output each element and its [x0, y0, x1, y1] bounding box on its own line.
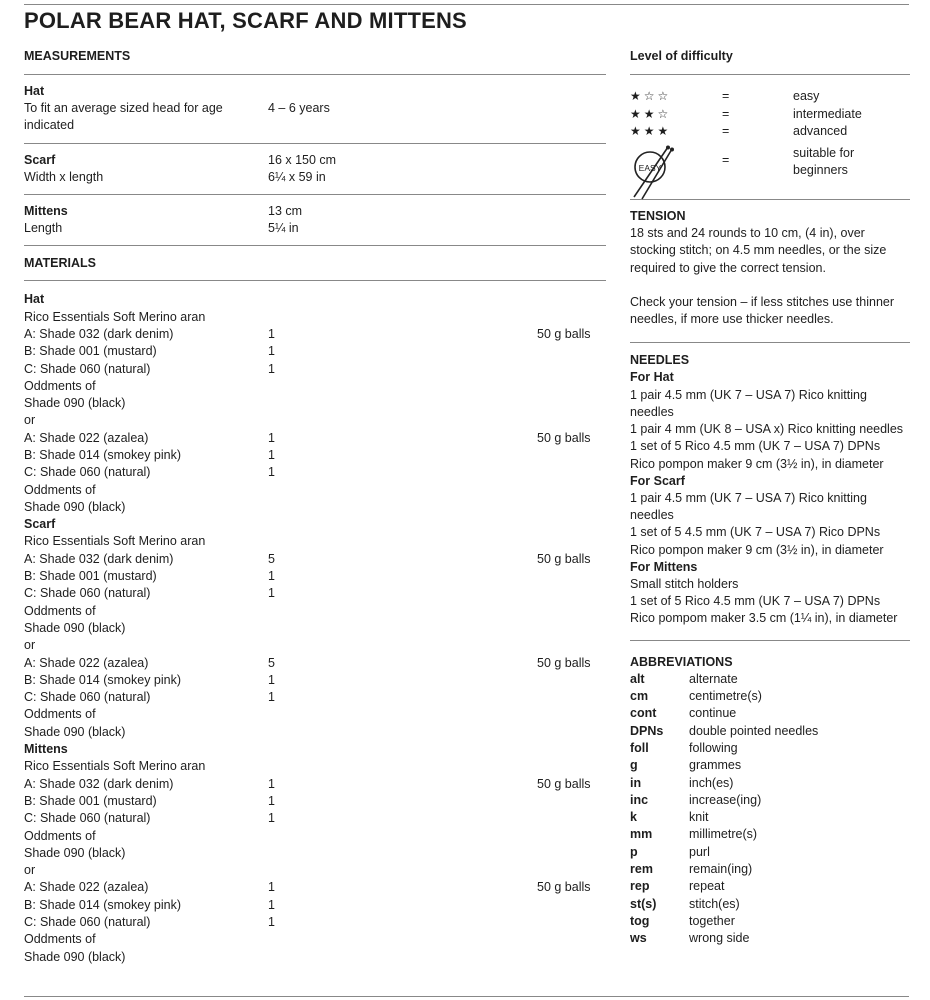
abbreviation-row	[630, 913, 910, 930]
needles-subheading: For Hat	[630, 370, 674, 385]
measurement-hat	[24, 75, 606, 143]
needle-line: 1 set of 5 4.5 mm (UK 7 – USA 7) Rico DPNs	[630, 525, 881, 540]
material-row	[24, 862, 606, 879]
material-item: Rico Essentials Soft Merino aran	[24, 534, 206, 549]
material-row	[24, 914, 606, 931]
needles-subheading: For Scarf	[630, 473, 685, 488]
measurement-value: 5¼ in	[268, 221, 299, 236]
tension-line: 18 sts and 24 rounds to 10 cm, (4 in), over	[630, 226, 865, 241]
tension-text	[630, 225, 910, 328]
abbreviation-row	[630, 896, 910, 913]
needle-line: 1 pair 4 mm (UK 8 – USA x) Rico knitting needles	[630, 422, 904, 437]
material-row	[24, 568, 606, 585]
material-row	[24, 810, 606, 827]
abbreviations-heading: ABBREVIATIONS	[630, 654, 733, 669]
abbreviation-term: cm	[630, 689, 649, 704]
abbreviation-term: DPNs	[630, 723, 664, 738]
easy-knitting-badge-icon	[628, 145, 678, 205]
abbreviation-meaning: grammes	[689, 758, 742, 773]
material-quantity: 1	[268, 430, 275, 445]
abbreviation-term: rep	[630, 879, 650, 894]
material-row	[24, 395, 606, 412]
material-item: Oddments of	[24, 707, 96, 722]
material-row	[24, 430, 606, 447]
material-item: Rico Essentials Soft Merino aran	[24, 309, 206, 324]
tension-line: Check your tension – if less stitches use thinner	[630, 294, 895, 309]
material-quantity: 1	[268, 465, 275, 480]
material-quantity: 1	[268, 880, 275, 895]
material-quantity: 1	[268, 776, 275, 791]
material-item: B: Shade 001 (mustard)	[24, 569, 157, 584]
material-item: C: Shade 060 (natural)	[24, 690, 151, 705]
measurement-value: 13 cm	[268, 203, 303, 218]
material-item: Shade 090 (black)	[24, 949, 126, 964]
needle-line: Rico pompom maker 3.5 cm (1¼ in), in diameter	[630, 611, 898, 626]
material-quantity: 1	[268, 811, 275, 826]
measurement-name: Mittens	[24, 203, 68, 218]
measurement-row	[24, 100, 606, 117]
needles-heading: NEEDLES	[630, 353, 690, 368]
abbreviation-row	[630, 878, 910, 895]
measurement-value: 16 x 150 cm	[268, 152, 337, 167]
abbreviation-meaning: double pointed needles	[689, 723, 819, 738]
material-row	[24, 343, 606, 360]
needles-subheading: For Mittens	[630, 559, 698, 574]
needles-list	[630, 369, 910, 627]
material-item: Shade 090 (black)	[24, 724, 126, 739]
needle-line: 1 pair 4.5 mm (UK 7 – USA 7) Rico knitting needles	[630, 387, 867, 419]
abbreviation-term: st(s)	[630, 896, 657, 911]
material-quantity: 1	[268, 690, 275, 705]
material-item: B: Shade 014 (smokey pink)	[24, 897, 182, 912]
material-item: A: Shade 022 (azalea)	[24, 880, 149, 895]
page-title: POLAR BEAR HAT, SCARF AND MITTENS	[24, 8, 467, 33]
abbreviation-term: in	[630, 775, 642, 790]
difficulty-row	[630, 106, 910, 124]
abbreviation-row	[630, 844, 910, 861]
abbreviation-meaning: following	[689, 740, 738, 755]
easy-badge-text: EASY	[638, 163, 662, 174]
abbreviation-term: ws	[630, 931, 647, 946]
measurement-value: 6¼ x 59 in	[268, 169, 326, 184]
bottom-rule	[24, 996, 909, 997]
measurement-label: indicated	[24, 118, 75, 133]
material-item: Shade 090 (black)	[24, 499, 126, 514]
difficulty-label: suitable for	[793, 146, 855, 161]
material-row	[24, 879, 606, 896]
material-row	[24, 464, 606, 481]
material-unit: 50 g balls	[537, 655, 591, 670]
material-item: Shade 090 (black)	[24, 396, 126, 411]
material-row	[24, 361, 606, 378]
difficulty-label: intermediate	[793, 106, 862, 121]
material-row	[24, 378, 606, 395]
measurement-scarf	[24, 144, 606, 194]
abbreviation-row	[630, 930, 910, 947]
abbreviation-meaning: continue	[689, 706, 737, 721]
material-row	[24, 776, 606, 793]
needle-line: Rico pompon maker 9 cm (3½ in), in diameter	[630, 542, 884, 557]
star-rating-icon: ★★☆	[630, 106, 672, 121]
measurement-label: Length	[24, 221, 63, 236]
abbreviation-row	[630, 740, 910, 757]
abbreviation-row	[630, 775, 910, 792]
material-quantity: 1	[268, 569, 275, 584]
material-item: C: Shade 060 (natural)	[24, 361, 151, 376]
abbreviation-meaning: millimetre(s)	[689, 827, 758, 842]
abbreviation-term: p	[630, 844, 638, 859]
material-item: B: Shade 014 (smokey pink)	[24, 448, 182, 462]
equals-sign: =	[722, 106, 730, 121]
tension-heading: TENSION	[630, 209, 686, 224]
material-row	[24, 447, 606, 464]
material-row	[24, 706, 606, 723]
abbreviation-meaning: inch(es)	[689, 775, 734, 790]
material-item: B: Shade 001 (mustard)	[24, 793, 157, 808]
material-item: A: Shade 032 (dark denim)	[24, 776, 174, 791]
material-row	[24, 551, 606, 568]
material-item: Oddments of	[24, 482, 96, 497]
materials-heading: MATERIALS	[24, 256, 96, 271]
abbreviation-row	[630, 792, 910, 809]
materials-list	[24, 291, 606, 966]
abbreviation-row	[630, 826, 910, 843]
materials-subheading: Scarf	[24, 517, 56, 532]
abbreviation-row	[630, 723, 910, 740]
abbreviation-term: alt	[630, 671, 645, 686]
material-item: B: Shade 001 (mustard)	[24, 344, 157, 359]
material-item: C: Shade 060 (natural)	[24, 465, 151, 480]
left-column	[24, 44, 606, 966]
measurement-label: Width x length	[24, 169, 104, 184]
abbreviation-term: k	[630, 810, 637, 825]
abbreviation-meaning: knit	[689, 810, 709, 825]
abbreviation-term: rem	[630, 862, 653, 876]
abbreviation-term: inc	[630, 792, 649, 807]
measurement-name: Scarf	[24, 152, 56, 167]
measurement-row	[24, 203, 606, 220]
material-item: A: Shade 032 (dark denim)	[24, 326, 174, 341]
divider	[24, 245, 606, 246]
material-row	[24, 309, 606, 326]
material-unit: 50 g balls	[537, 430, 591, 445]
measurement-row	[24, 117, 606, 134]
abbreviation-row	[630, 809, 910, 826]
needle-line: 1 pair 4.5 mm (UK 7 – USA 7) Rico knitting needles	[630, 490, 867, 523]
material-quantity: 1	[268, 344, 275, 359]
abbreviation-meaning: together	[689, 913, 735, 928]
difficulty-row	[630, 88, 910, 106]
measurement-row	[24, 152, 606, 169]
materials-subheading: Hat	[24, 292, 45, 307]
material-row	[24, 949, 606, 966]
material-quantity: 1	[268, 897, 275, 912]
materials-subheading: Mittens	[24, 742, 68, 757]
material-quantity: 1	[268, 448, 275, 462]
material-row	[24, 828, 606, 845]
measurement-label: To fit an average sized head for age	[24, 101, 223, 116]
material-row	[24, 603, 606, 620]
abbreviation-meaning: remain(ing)	[689, 862, 753, 876]
material-quantity: 5	[268, 551, 275, 566]
material-item: C: Shade 060 (natural)	[24, 811, 151, 826]
material-item: Oddments of	[24, 932, 96, 947]
material-row	[24, 585, 606, 602]
needle-line: Rico pompon maker 9 cm (3½ in), in diameter	[630, 456, 884, 471]
abbreviation-row	[630, 757, 910, 774]
measurement-value: 4 – 6 years	[268, 101, 330, 116]
difficulty-row-easy	[630, 146, 910, 209]
abbreviation-row	[630, 861, 910, 878]
equals-sign: =	[722, 89, 730, 103]
material-quantity: 5	[268, 655, 275, 670]
needle-line: 1 set of 5 Rico 4.5 mm (UK 7 – USA 7) DPNs	[630, 439, 881, 454]
material-item: A: Shade 032 (dark denim)	[24, 551, 174, 566]
needle-line: Small stitch holders	[630, 576, 739, 591]
difficulty-row	[630, 123, 910, 141]
material-item: Shade 090 (black)	[24, 845, 126, 860]
material-row	[24, 620, 606, 637]
material-row	[24, 655, 606, 672]
measurements-heading: MEASUREMENTS	[24, 49, 131, 63]
material-quantity: 1	[268, 793, 275, 808]
material-item: Oddments of	[24, 603, 96, 618]
material-unit: 50 g balls	[537, 776, 591, 791]
abbreviation-term: mm	[630, 827, 653, 842]
abbreviation-meaning: centimetre(s)	[689, 689, 762, 704]
abbreviation-row	[630, 671, 910, 688]
measurement-row	[24, 220, 606, 237]
abbreviation-row	[630, 688, 910, 705]
material-row	[24, 326, 606, 343]
material-item: A: Shade 022 (azalea)	[24, 430, 149, 445]
measurement-mittens	[24, 195, 606, 245]
material-quantity: 1	[268, 586, 275, 601]
material-row	[24, 499, 606, 516]
material-item: or	[24, 413, 36, 428]
material-row	[24, 482, 606, 499]
material-row	[24, 758, 606, 775]
abbreviation-meaning: stitch(es)	[689, 896, 740, 911]
material-quantity: 1	[268, 326, 275, 341]
material-item: Oddments of	[24, 378, 96, 393]
material-row	[24, 689, 606, 706]
measurement-row	[24, 169, 606, 186]
abbreviation-meaning: increase(ing)	[689, 792, 762, 807]
material-row	[24, 793, 606, 810]
equals-sign: =	[722, 153, 730, 168]
material-row	[24, 533, 606, 550]
right-column	[630, 44, 910, 947]
difficulty-label: easy	[793, 89, 820, 103]
abbreviations-list	[630, 671, 910, 948]
star-rating-icon: ★★★	[630, 124, 672, 139]
abbreviation-term: g	[630, 758, 638, 773]
material-row	[24, 897, 606, 914]
material-quantity: 1	[268, 672, 275, 687]
material-unit: 50 g balls	[537, 551, 591, 566]
tension-line: stocking stitch; on 4.5 mm needles, or the size	[630, 243, 887, 258]
material-item: C: Shade 060 (natural)	[24, 586, 151, 601]
material-unit: 50 g balls	[537, 880, 591, 895]
difficulty-heading: Level of difficulty	[630, 49, 733, 63]
material-item: or	[24, 863, 36, 878]
material-item: Rico Essentials Soft Merino aran	[24, 759, 206, 774]
measurement-name: Hat	[24, 84, 45, 98]
material-item: C: Shade 060 (natural)	[24, 915, 151, 930]
material-row	[24, 637, 606, 654]
abbreviation-meaning: wrong side	[689, 931, 750, 946]
top-rule	[24, 4, 909, 5]
material-row	[24, 412, 606, 429]
star-rating-icon: ★☆☆	[630, 89, 672, 103]
tension-line: required to give the correct tension.	[630, 260, 826, 275]
abbreviation-term: cont	[630, 706, 657, 721]
material-row	[24, 931, 606, 948]
abbreviation-row	[630, 705, 910, 722]
material-unit: 50 g balls	[537, 326, 591, 341]
tension-line: needles, if more use thicker needles.	[630, 312, 834, 327]
material-item: or	[24, 638, 36, 653]
needle-line: 1 set of 5 Rico 4.5 mm (UK 7 – USA 7) DPNs	[630, 594, 881, 609]
material-quantity: 1	[268, 915, 275, 930]
abbreviation-meaning: repeat	[689, 879, 725, 894]
equals-sign: =	[722, 124, 730, 139]
abbreviation-term: tog	[630, 913, 650, 928]
difficulty-label: beginners	[793, 163, 848, 178]
material-quantity: 1	[268, 361, 275, 376]
abbreviation-term: foll	[630, 740, 649, 755]
material-row	[24, 672, 606, 689]
material-item: A: Shade 022 (azalea)	[24, 655, 149, 670]
material-item: Oddments of	[24, 828, 96, 843]
difficulty-label: advanced	[793, 124, 848, 139]
material-item: B: Shade 014 (smokey pink)	[24, 672, 182, 687]
material-row	[24, 724, 606, 741]
abbreviation-meaning: purl	[689, 844, 710, 859]
material-row	[24, 845, 606, 862]
abbreviation-meaning: alternate	[689, 671, 738, 686]
material-item: Shade 090 (black)	[24, 620, 126, 635]
